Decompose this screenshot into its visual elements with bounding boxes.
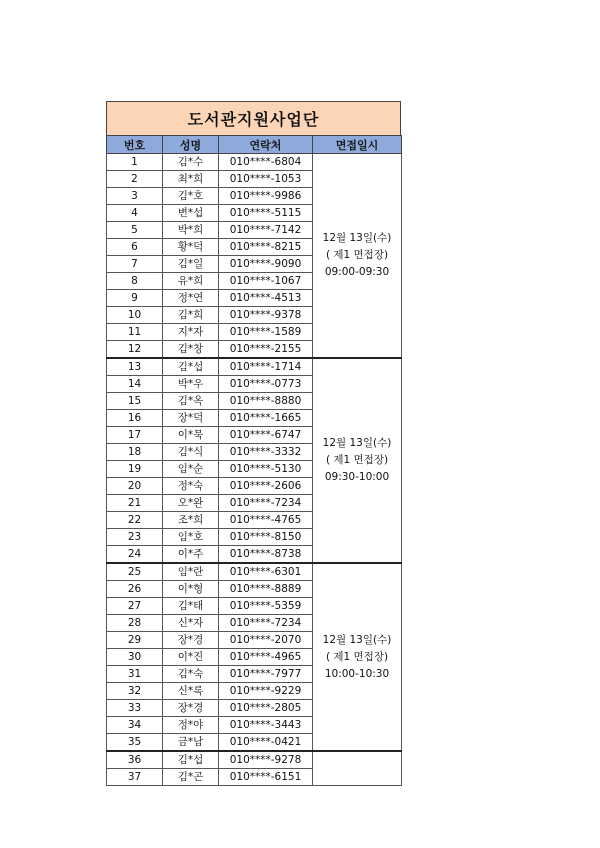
row-number: 23 <box>107 529 163 546</box>
row-name: 장*덕 <box>163 410 219 427</box>
row-name: 금*남 <box>163 734 219 752</box>
row-name: 오*완 <box>163 495 219 512</box>
row-phone: 010****-8150 <box>219 529 313 546</box>
interview-time: 09:00-09:30 <box>324 266 390 278</box>
row-name: 정*숙 <box>163 478 219 495</box>
header-name: 성명 <box>163 136 219 154</box>
row-phone: 010****-8215 <box>219 239 313 256</box>
table-row <box>107 751 402 769</box>
table-row <box>107 563 402 581</box>
row-name: 정*야 <box>163 717 219 734</box>
row-number: 18 <box>107 444 163 461</box>
row-number: 5 <box>107 222 163 239</box>
row-phone: 010****-7142 <box>219 222 313 239</box>
row-number: 26 <box>107 581 163 598</box>
row-name: 이*주 <box>163 546 219 564</box>
row-number: 28 <box>107 615 163 632</box>
row-name: 최*희 <box>163 171 219 188</box>
interview-date: 12월 13일(수) <box>322 232 392 244</box>
row-phone: 010****-6747 <box>219 427 313 444</box>
row-phone: 010****-9229 <box>219 683 313 700</box>
row-number: 13 <box>107 358 163 376</box>
row-name: 임*순 <box>163 461 219 478</box>
row-name: 김*창 <box>163 341 219 359</box>
row-name: 장*경 <box>163 632 219 649</box>
row-number: 7 <box>107 256 163 273</box>
row-number: 16 <box>107 410 163 427</box>
row-number: 12 <box>107 341 163 359</box>
row-number: 11 <box>107 324 163 341</box>
row-phone: 010****-2155 <box>219 341 313 359</box>
row-number: 19 <box>107 461 163 478</box>
row-number: 17 <box>107 427 163 444</box>
row-number: 10 <box>107 307 163 324</box>
row-phone: 010****-5130 <box>219 461 313 478</box>
row-number: 6 <box>107 239 163 256</box>
row-name: 박*우 <box>163 376 219 393</box>
row-name: 장*경 <box>163 700 219 717</box>
row-phone: 010****-9278 <box>219 751 313 769</box>
row-name: 김*태 <box>163 598 219 615</box>
row-name: 김*수 <box>163 154 219 171</box>
row-number: 25 <box>107 563 163 581</box>
row-name: 김*일 <box>163 256 219 273</box>
row-number: 31 <box>107 666 163 683</box>
row-number: 24 <box>107 546 163 564</box>
interview-time: 09:30-10:00 <box>324 471 390 483</box>
row-name: 임*란 <box>163 563 219 581</box>
row-phone: 010****-2606 <box>219 478 313 495</box>
row-name: 김*옥 <box>163 393 219 410</box>
row-name: 임*호 <box>163 529 219 546</box>
header-no: 번호 <box>107 136 163 154</box>
row-phone: 010****-9378 <box>219 307 313 324</box>
row-name: 변*섭 <box>163 205 219 222</box>
interview-datetime-cell <box>313 563 402 751</box>
interview-datetime-cell <box>313 154 402 359</box>
row-phone: 010****-1053 <box>219 171 313 188</box>
row-phone: 010****-4765 <box>219 512 313 529</box>
row-phone: 010****-6151 <box>219 769 313 786</box>
row-phone: 010****-8880 <box>219 393 313 410</box>
row-number: 8 <box>107 273 163 290</box>
row-phone: 010****-6301 <box>219 563 313 581</box>
row-phone: 010****-5115 <box>219 205 313 222</box>
interview-room: ( 제1 면접장) <box>325 454 389 466</box>
row-phone: 010****-2805 <box>219 700 313 717</box>
row-number: 3 <box>107 188 163 205</box>
row-phone: 010****-9090 <box>219 256 313 273</box>
row-name: 김*희 <box>163 307 219 324</box>
row-name: 이*묵 <box>163 427 219 444</box>
row-phone: 010****-3443 <box>219 717 313 734</box>
row-phone: 010****-0421 <box>219 734 313 752</box>
row-phone: 010****-7234 <box>219 495 313 512</box>
row-phone: 010****-1589 <box>219 324 313 341</box>
row-name: 황*덕 <box>163 239 219 256</box>
sheet-title: 도서관지원사업단 <box>106 101 401 135</box>
table-body <box>107 154 402 786</box>
interview-room: ( 제1 면접장) <box>325 650 389 663</box>
interview-datetime-cell <box>313 751 402 786</box>
schedule-sheet <box>106 101 401 786</box>
row-number: 35 <box>107 734 163 752</box>
header-phone: 연락처 <box>219 136 313 154</box>
row-name: 이*형 <box>163 581 219 598</box>
interview-time: 10:00-10:30 <box>324 667 390 680</box>
row-number: 32 <box>107 683 163 700</box>
row-phone: 010****-1714 <box>219 358 313 376</box>
header-row <box>107 136 402 154</box>
row-name: 지*자 <box>163 324 219 341</box>
row-phone: 010****-3332 <box>219 444 313 461</box>
row-number: 29 <box>107 632 163 649</box>
row-phone: 010****-8889 <box>219 581 313 598</box>
row-name: 이*진 <box>163 649 219 666</box>
row-phone: 010****-6804 <box>219 154 313 171</box>
row-number: 27 <box>107 598 163 615</box>
row-number: 34 <box>107 717 163 734</box>
row-number: 33 <box>107 700 163 717</box>
row-name: 조*희 <box>163 512 219 529</box>
interview-datetime-cell <box>313 358 402 563</box>
row-phone: 010****-4513 <box>219 290 313 307</box>
row-number: 22 <box>107 512 163 529</box>
table-row <box>107 358 402 376</box>
row-phone: 010****-9986 <box>219 188 313 205</box>
row-number: 2 <box>107 171 163 188</box>
row-phone: 010****-8738 <box>219 546 313 564</box>
row-number: 37 <box>107 769 163 786</box>
row-number: 9 <box>107 290 163 307</box>
row-name: 김*숙 <box>163 666 219 683</box>
row-number: 15 <box>107 393 163 410</box>
interview-date: 12월 13일(수) <box>322 633 392 646</box>
row-name: 김*섭 <box>163 751 219 769</box>
row-number: 4 <box>107 205 163 222</box>
row-phone: 010****-5359 <box>219 598 313 615</box>
row-number: 20 <box>107 478 163 495</box>
interview-room: ( 제1 면접장) <box>325 249 389 261</box>
row-phone: 010****-2070 <box>219 632 313 649</box>
interview-table <box>106 135 402 786</box>
row-phone: 010****-7234 <box>219 615 313 632</box>
row-name: 박*희 <box>163 222 219 239</box>
table-row <box>107 154 402 171</box>
row-name: 신*록 <box>163 683 219 700</box>
row-phone: 010****-1067 <box>219 273 313 290</box>
interview-date: 12월 13일(수) <box>322 437 392 449</box>
row-phone: 010****-0773 <box>219 376 313 393</box>
row-name: 김*곤 <box>163 769 219 786</box>
row-number: 14 <box>107 376 163 393</box>
row-phone: 010****-7977 <box>219 666 313 683</box>
row-name: 유*희 <box>163 273 219 290</box>
row-name: 신*자 <box>163 615 219 632</box>
row-name: 김*호 <box>163 188 219 205</box>
header-datetime: 면접일시 <box>313 136 402 154</box>
row-phone: 010****-1665 <box>219 410 313 427</box>
row-name: 김*식 <box>163 444 219 461</box>
row-number: 30 <box>107 649 163 666</box>
row-number: 36 <box>107 751 163 769</box>
row-phone: 010****-4965 <box>219 649 313 666</box>
row-number: 1 <box>107 154 163 171</box>
row-name: 정*연 <box>163 290 219 307</box>
row-number: 21 <box>107 495 163 512</box>
row-name: 김*섭 <box>163 358 219 376</box>
